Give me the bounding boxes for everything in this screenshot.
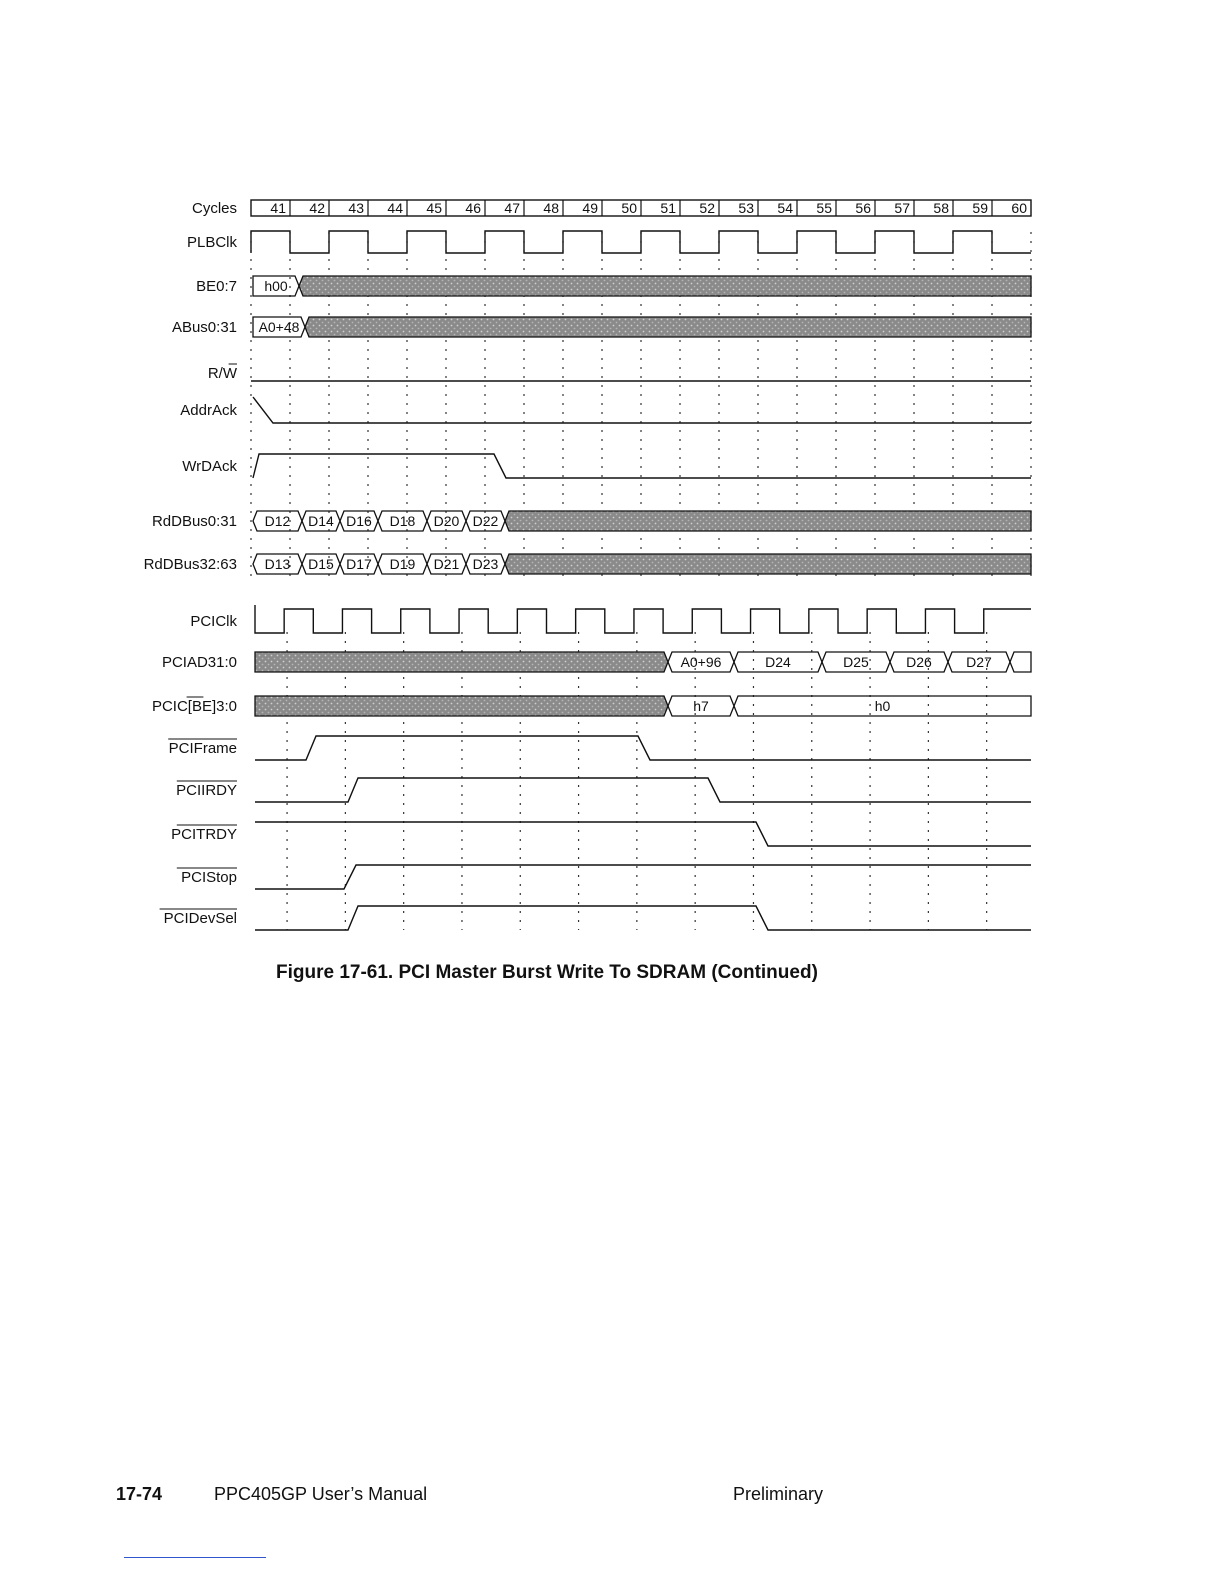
- rddbus32-value-text: D13: [264, 556, 291, 572]
- rddbus32-value-text: D19: [389, 556, 416, 572]
- label-pcic: PCIC[BE]3:0: [151, 698, 237, 715]
- label-rddbus32: RdDBus32:63: [143, 556, 237, 573]
- pciad-value-text: A0+96: [680, 654, 722, 670]
- cycle-number: 60: [1011, 200, 1027, 216]
- label-addrack: AddrAck: [180, 402, 237, 419]
- label-pciirdy: PCIIRDY: [176, 782, 237, 799]
- rddbus0-value-text: D14: [308, 513, 334, 529]
- label-pciframe: PCIFrame: [168, 740, 237, 757]
- cycle-number: 58: [933, 200, 949, 216]
- cycle-number: 48: [543, 200, 559, 216]
- pciad-value-text: D25: [843, 654, 869, 670]
- rddbus0-value-text: D20: [433, 513, 460, 529]
- cycle-number: 53: [738, 200, 754, 216]
- rddbus0-value-text: D22: [472, 513, 499, 529]
- footer-rule: [124, 1557, 266, 1558]
- abus-invalid: [305, 317, 1031, 337]
- page-number: 17-74: [116, 1484, 163, 1504]
- pcic-invalid: [255, 696, 668, 716]
- pcistop-waveform: [255, 865, 1031, 889]
- rddbus32-value-text: D15: [308, 556, 334, 572]
- label-pciclk: PCIClk: [190, 613, 237, 630]
- pciframe-waveform: [255, 736, 1031, 760]
- pciad-invalid: [255, 652, 668, 672]
- pciad-value: [1010, 652, 1031, 672]
- waveforms: [251, 231, 1031, 930]
- label-pcitrdy: PCITRDY: [171, 826, 237, 843]
- pcidevsel-waveform: [255, 906, 1031, 930]
- manual-title: PPC405GP User’s Manual: [214, 1484, 428, 1504]
- cycle-number: 51: [660, 200, 676, 216]
- rddbus32-value-text: D17: [346, 556, 372, 572]
- cycle-number: 42: [309, 200, 325, 216]
- pciad-value-text: D26: [906, 654, 932, 670]
- cycle-number: 54: [777, 200, 793, 216]
- label-rw: R/W: [207, 365, 237, 382]
- rddbus32-value-text: D21: [433, 556, 460, 572]
- label-wrdack: WrDAck: [182, 458, 237, 475]
- pciad-value-text: D27: [966, 654, 992, 670]
- rddbus32-value-text: D23: [472, 556, 499, 572]
- cycle-number: 47: [504, 200, 520, 216]
- cycle-number: 46: [465, 200, 481, 216]
- cycle-number: 57: [894, 200, 910, 216]
- label-cycles: Cycles: [191, 200, 237, 217]
- rddbus0-value-text: D18: [389, 513, 416, 529]
- label-abus: ABus0:31: [171, 319, 237, 336]
- cycle-number: 44: [387, 200, 403, 216]
- pciclk-waveform: [255, 605, 1031, 633]
- cycle-number: 52: [699, 200, 715, 216]
- pciad-value-text: D24: [765, 654, 791, 670]
- rddbus0-value-text: D16: [346, 513, 372, 529]
- cycle-number: 45: [426, 200, 442, 216]
- signal-labels: [144, 200, 238, 927]
- pciirdy-waveform: [255, 778, 1031, 802]
- document-status: Preliminary: [733, 1484, 824, 1504]
- label-plbclk: PLBClk: [186, 234, 237, 251]
- label-pcistop: PCIStop: [181, 869, 237, 886]
- rddbus32-invalid: [505, 554, 1031, 574]
- addrack-waveform: [253, 397, 1031, 423]
- pcitrdy-waveform: [255, 822, 1031, 846]
- rddbus0-invalid: [505, 511, 1031, 531]
- cycle-number: 50: [621, 200, 637, 216]
- cycle-number: 59: [972, 200, 988, 216]
- label-pciad: PCIAD31:0: [161, 654, 237, 671]
- rddbus0-value-text: D12: [264, 513, 291, 529]
- pcic-value-text: h7: [693, 698, 709, 714]
- plbclk-waveform: [251, 231, 1031, 253]
- label-be: BE0:7: [196, 278, 237, 295]
- be-value-text: h00: [264, 278, 288, 294]
- be-invalid: [299, 276, 1031, 296]
- cycle-number: 55: [816, 200, 832, 216]
- cycle-number: 43: [348, 200, 364, 216]
- pcic-value-text: h0: [874, 698, 891, 714]
- label-pcidevsel: PCIDevSel: [163, 910, 237, 927]
- cycle-number: 41: [270, 200, 286, 216]
- figure-caption: Figure 17-61. PCI Master Burst Write To SDRAM (Continued): [276, 962, 818, 983]
- cycle-number: 56: [855, 200, 871, 216]
- label-rddbus0: RdDBus0:31: [151, 513, 237, 530]
- cycle-number: 49: [582, 200, 598, 216]
- abus-value-text: A0+48: [258, 319, 300, 335]
- cycle-ruler: [251, 200, 1031, 216]
